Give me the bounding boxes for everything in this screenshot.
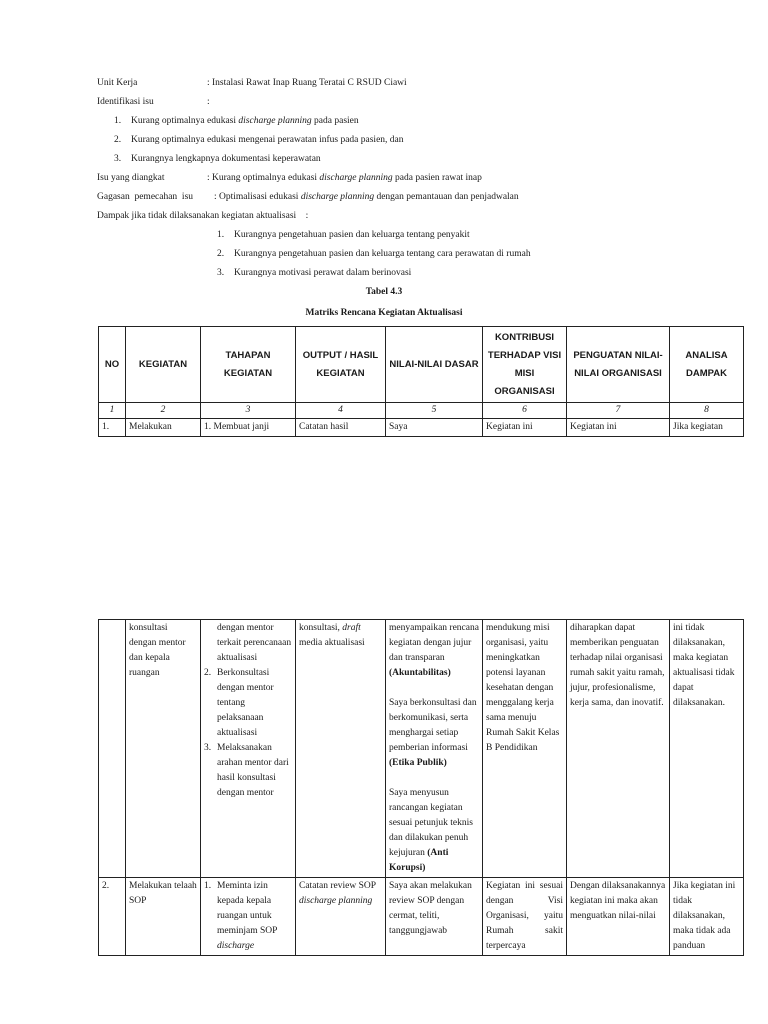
gagasan-value: : Optimalisasi edukasi discharge planning dengan pemantauan dan penjadwalan [214,192,519,202]
col-index: 1 [99,403,126,419]
row-dampak: Jika kegiatan ini tidak dilaksanakan, maka tidak ada panduan [670,878,744,956]
row-kegiatan: Melakukan [126,419,201,437]
col-index: 6 [483,403,567,419]
identifikasi-label: Identifikasi isu [97,97,154,107]
table-row [99,878,744,956]
dampak-label: Dampak jika tidak dilaksanakan kegiatan aktualisasi : [97,211,309,221]
dampak-item: 3. Kurangnya motivasi perawat dalam berinovasi [217,268,412,278]
tahapan-step: 3. Melaksanakan arahan mentor dari hasil konsultasi dengan mentor [204,743,289,798]
dampak-item: 1. Kurangnya pengetahuan pasien dan keluarga tentang penyakit [217,230,470,240]
issue-item: 3. Kurangnya lengkapnya dokumentasi keperawatan [114,154,321,164]
row-nilai: Saya akan melakukan review SOP dengan cermat, teliti, tanggungjawab [386,878,483,956]
row-dampak: Jika kegiatan [670,419,744,437]
row-penguatan: Dengan dilaksanakannya kegiatan ini maka akan menguatkan nilai-nilai [567,878,670,956]
tahapan-step: dengan mentor terkait perencanaan aktualisasi [217,623,292,663]
row-output: Catatan hasil [296,419,386,437]
row-tahapan [201,620,296,878]
row-output: Catatan review SOP discharge planning [296,878,386,956]
col-header-no: NO [99,327,126,403]
col-index: 7 [567,403,670,419]
nilai-paragraph: menyampaikan rencana kegiatan dengan jujur dan transparan (Akuntabilitas) [389,623,479,678]
tahapan-step: 2. Berkonsultasi dengan mentor tentang pelaksanaan aktualisasi [204,668,274,738]
row-kegiatan: Melakukan telaah SOP [126,878,201,956]
matrix-table-top [98,326,744,437]
row-nilai [386,620,483,878]
issue-item: 1. Kurang optimalnya edukasi discharge planning pada pasien [114,116,359,126]
col-header-kontribusi: KONTRIBUSI TERHADAP VISI MISI ORGANISASI [483,327,567,403]
row-output: konsultasi, draft media aktualisasi [296,620,386,878]
col-index: 5 [386,403,483,419]
row-penguatan: Kegiatan ini [567,419,670,437]
gagasan-label: Gagasan pemecahan isu [97,192,194,202]
table-row [99,620,744,878]
col-header-kegiatan: KEGIATAN [126,327,201,403]
col-header-nilai: NILAI-NILAI DASAR [386,327,483,403]
col-index: 3 [201,403,296,419]
isu-diangkat-value: : Kurang optimalnya edukasi discharge planning pada pasien rawat inap [207,173,482,183]
unit-kerja-value: : Instalasi Rawat Inap Ruang Teratai C RSUD Ciawi [207,78,407,88]
table-title: Tabel 4.3 [365,287,403,297]
row-dampak: ini tidak dilaksanakan, maka kegiatan aktualisasi tidak dapat dilaksanakan. [670,620,744,878]
row-nilai: Saya [386,419,483,437]
col-index: 8 [670,403,744,419]
unit-kerja-label: Unit Kerja [97,78,138,88]
nilai-paragraph: Saya menyusun rancangan kegiatan sesuai petunjuk teknis dan dilakukan penuh kejujuran (Anti Korupsi) [389,788,473,873]
row-penguatan: diharapkan dapat memberikan penguatan terhadap nilai organisasi rumah sakit yaitu ramah, jujur, profesionalisme, kerja sama, dan inovatif. [567,620,670,878]
row-kegiatan: konsultasi dengan mentor dan kepala ruangan [126,620,201,878]
row-kontribusi: mendukung misi organisasi, yaitu meningkatkan potensi layanan kesehatan dengan menggalang kerja sama menuju Rumah Sakit Kelas B Pendidikan [483,620,567,878]
row-tahapan: 1. Meminta izin kepada kepala ruangan untuk meminjam SOP discharge [201,878,296,956]
col-header-output: OUTPUT / HASIL KEGIATAN [296,327,386,403]
col-header-analisa: ANALISA DAMPAK [670,327,744,403]
table-subtitle: Matriks Rencana Kegiatan Aktualisasi [305,308,463,318]
row-no [99,620,126,878]
issue-item: 2. Kurang optimalnya edukasi mengenai perawatan infus pada pasien, dan [114,135,404,145]
row-no: 2. [99,878,126,956]
matrix-table-continued [98,619,744,956]
row-kontribusi: Kegiatan ini [483,419,567,437]
row-no: 1. [99,419,126,437]
isu-diangkat-label: Isu yang diangkat [97,173,165,183]
dampak-item: 2. Kurangnya pengetahuan pasien dan keluarga tentang cara perawatan di rumah [217,249,531,259]
table-row [99,419,744,437]
nilai-paragraph: Saya berkonsultasi dan berkomunikasi, serta menghargai setiap pemberian informasi (Etika Publik) [389,698,477,768]
col-header-tahapan: TAHAPAN KEGIATAN [201,327,296,403]
identifikasi-colon: : [207,97,210,107]
row-kontribusi: Kegiatan ini sesuai dengan Visi Organisasi, yaitu Rumah sakit terpercaya [483,878,567,956]
row-tahapan: 1. Membuat janji [201,419,296,437]
col-index: 2 [126,403,201,419]
col-header-penguatan: PENGUATAN NILAI-NILAI ORGANISASI [567,327,670,403]
col-index: 4 [296,403,386,419]
